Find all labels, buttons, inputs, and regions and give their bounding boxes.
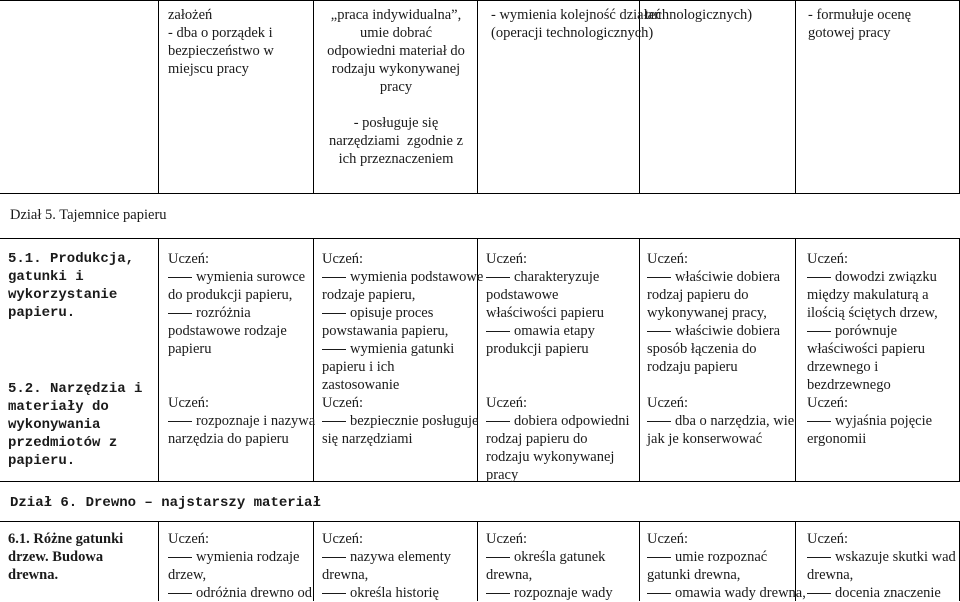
row-divider-top xyxy=(0,193,960,194)
dash-mark xyxy=(168,313,192,314)
dash-mark xyxy=(322,593,346,594)
col-line-3c xyxy=(477,521,478,601)
topic-cell-6 xyxy=(8,530,156,584)
text-line: bezpiecznie posługuje xyxy=(322,412,474,430)
text-line: ergonomii xyxy=(807,431,867,447)
dash-mark xyxy=(168,557,192,558)
text-line: Uczeń: xyxy=(322,251,364,267)
text-line: dobiera odpowiedni xyxy=(486,412,636,430)
dash-mark xyxy=(647,277,671,278)
dash-mark xyxy=(168,593,192,594)
c5-cell-6 xyxy=(647,530,806,602)
topic-cell-5 xyxy=(8,250,153,470)
col-line-4c xyxy=(639,521,640,601)
dash-mark xyxy=(807,277,831,278)
col-line-2 xyxy=(313,0,314,193)
text-line: papieru i ich xyxy=(322,359,395,375)
text-line: się narzędziami xyxy=(322,431,413,447)
text-line: umie rozpoznać xyxy=(647,548,793,566)
text-line: drewna, xyxy=(322,567,369,583)
col-line-5 xyxy=(795,0,796,193)
dash-mark xyxy=(486,421,510,422)
dash-mark xyxy=(168,277,192,278)
text-line: wymienia rodzaje xyxy=(168,548,310,566)
text-line: drzewnego i xyxy=(807,359,879,375)
text-line: (operacji technologicznych) xyxy=(491,25,654,41)
text-line: między makulaturą a xyxy=(807,287,929,303)
text-line: gotowej pracy xyxy=(808,25,891,41)
col-line-4b xyxy=(639,238,640,481)
text-line: wskazuje skutki wad xyxy=(807,548,957,566)
text-line: rodzaju wykonywanej xyxy=(331,61,461,77)
dash-mark xyxy=(647,557,671,558)
text-line: - wymienia kolejność działań xyxy=(491,7,662,23)
text-line: produkcji papieru xyxy=(486,341,589,357)
text-line: gatunki drewna, xyxy=(647,567,741,583)
text-line: do produkcji papieru, xyxy=(168,287,293,303)
dash-mark xyxy=(322,557,346,558)
text-line: dba o narzędzia, wie xyxy=(647,412,793,430)
dash-mark xyxy=(322,313,346,314)
topic-line: 5.2. Narzędzia i xyxy=(8,381,143,397)
text-line: wymienia surowce xyxy=(168,268,310,286)
col-line-1 xyxy=(158,0,159,193)
text-line: ich przeznaczeniem xyxy=(338,151,454,167)
text-line: drzew, xyxy=(168,567,207,583)
text-line: docenia znaczenie xyxy=(807,584,957,602)
dash-mark xyxy=(807,557,831,558)
topic-line: przedmiotów z xyxy=(8,435,118,451)
topic-line: gatunki i xyxy=(8,269,84,285)
dash-mark xyxy=(322,277,346,278)
col-line-3 xyxy=(477,0,478,193)
dash-mark xyxy=(647,593,671,594)
text-line: Uczeń: xyxy=(168,531,210,547)
row-divider-dzial5 xyxy=(0,238,960,239)
text-line: technologicznych) xyxy=(645,7,753,23)
text-line: wymienia podstawowe xyxy=(322,268,474,286)
dash-mark xyxy=(807,421,831,422)
text-line: rozpoznaje wady xyxy=(486,584,636,602)
text-line: - dba o porządek i xyxy=(168,25,273,41)
c5-cell-5 xyxy=(647,250,793,448)
text-line: papieru xyxy=(168,341,212,357)
dash-mark xyxy=(486,557,510,558)
text-line: sposób łączenia do xyxy=(647,341,757,357)
topic-line: drzew. Budowa xyxy=(8,549,104,565)
topic-line: papieru. xyxy=(8,453,76,469)
row-divider-dzial6-top xyxy=(0,481,960,482)
text-line: właściwie dobiera xyxy=(647,322,793,340)
topic-line: 6.1. Różne gatunki xyxy=(8,531,124,547)
text-line: założeń xyxy=(168,7,213,23)
c6-cell-5 xyxy=(807,250,957,448)
text-line: porównuje xyxy=(807,322,957,340)
top-col2-cell xyxy=(320,6,472,168)
text-line: Uczeń: xyxy=(807,531,849,547)
dash-mark xyxy=(807,593,831,594)
c4-cell-5 xyxy=(486,250,636,484)
text-line: pracy xyxy=(486,467,519,483)
text-line: drewna, xyxy=(486,567,533,583)
dash-mark xyxy=(807,331,831,332)
col-line-1b xyxy=(158,238,159,481)
dash-mark xyxy=(486,277,510,278)
c6-cell-6 xyxy=(807,530,957,602)
text-line: Uczeń: xyxy=(647,531,689,547)
text-line: omawia etapy xyxy=(486,322,636,340)
text-line: opisuje proces xyxy=(322,304,474,322)
text-line: umie dobrać xyxy=(359,25,433,41)
text-line: rozpoznaje i nazywa xyxy=(168,412,310,430)
text-line: odpowiedni materiał do xyxy=(327,43,465,59)
text-line: wymienia gatunki xyxy=(322,340,474,358)
c2-cell-6 xyxy=(168,530,310,602)
topic-line: wykonywania xyxy=(8,417,101,433)
topic-line: wykorzystanie xyxy=(8,287,118,303)
text-line: Uczeń: xyxy=(486,531,528,547)
c3-cell-5 xyxy=(322,250,484,448)
text-line: Uczeń: xyxy=(168,251,210,267)
text-line: wykonywanej pracy, xyxy=(647,305,767,321)
text-line: podstawowe rodzaje xyxy=(168,323,287,339)
text-line: podstawowe xyxy=(486,287,559,303)
col-line-2c xyxy=(313,521,314,601)
text-line: narzędzia do papieru xyxy=(168,431,289,447)
c4-cell-6 xyxy=(486,530,636,602)
dash-mark xyxy=(322,421,346,422)
dash-mark xyxy=(168,421,192,422)
text-line: Uczeń: xyxy=(486,251,528,267)
text-line: Uczeń: xyxy=(322,531,364,547)
text-line: bezpieczeństwo w xyxy=(168,43,274,59)
text-line: rozróżnia xyxy=(168,304,310,322)
col-line-5b xyxy=(795,238,796,481)
text-line: - formułuje ocenę xyxy=(808,7,912,23)
text-line: Uczeń: xyxy=(168,395,210,411)
col-line-2b xyxy=(313,238,314,481)
dash-mark xyxy=(486,593,510,594)
col-line-1c xyxy=(158,521,159,601)
text-line: rodzaj papieru do xyxy=(647,287,749,303)
text-line: właściwości papieru xyxy=(807,341,925,357)
top-col4-cell xyxy=(808,6,956,42)
text-line: określa gatunek xyxy=(486,548,636,566)
text-line: rodzaj papieru do xyxy=(486,431,588,447)
topic-line: papieru. xyxy=(8,305,76,321)
text-line: miejscu pracy xyxy=(168,61,249,77)
table-top-border xyxy=(0,0,960,1)
text-line: odróżnia drewno od xyxy=(168,584,310,602)
row-divider-dzial6-bottom xyxy=(0,521,960,522)
text-line: pracy xyxy=(379,79,413,95)
c3-cell-6 xyxy=(322,530,474,602)
dash-mark xyxy=(486,331,510,332)
top-col3-cell xyxy=(491,6,662,42)
text-line: Uczeń: xyxy=(322,395,364,411)
text-line: - posługuje się xyxy=(353,115,439,131)
text-line: określa historię xyxy=(322,584,474,602)
dash-mark xyxy=(647,331,671,332)
text-line: właściwości papieru xyxy=(486,305,604,321)
text-line: jak je konserwować xyxy=(647,431,763,447)
top-col3-overlap xyxy=(645,6,752,24)
text-line: drewna, xyxy=(807,567,854,583)
text-line: zastosowanie xyxy=(322,377,400,393)
text-line: narzędziami zgodnie z xyxy=(328,133,464,149)
text-line: dowodzi związku xyxy=(807,268,957,286)
text-line: rodzaju wykonywanej xyxy=(486,449,615,465)
text-line: powstawania papieru, xyxy=(322,323,449,339)
text-line: charakteryzuje xyxy=(486,268,636,286)
spacer xyxy=(320,96,472,114)
text-line: Uczeń: xyxy=(647,251,689,267)
text-line: nazywa elementy xyxy=(322,548,474,566)
text-line: ilością ściętych drzew, xyxy=(807,305,938,321)
dash-mark xyxy=(647,421,671,422)
text-line: „praca indywidualna”, xyxy=(330,7,462,23)
section-heading-dzial5: Dział 5. Tajemnice papieru xyxy=(10,207,167,223)
text-line: rodzaje papieru, xyxy=(322,287,416,303)
section-heading-dzial6: Dział 6. Drewno – najstarszy materiał xyxy=(10,495,321,511)
text-line: Uczeń: xyxy=(486,395,528,411)
text-line: Uczeń: xyxy=(647,395,689,411)
text-line: Uczeń: xyxy=(807,395,849,411)
topic-line: drewna. xyxy=(8,567,59,583)
dash-mark xyxy=(322,349,346,350)
topic-line: materiały do xyxy=(8,399,109,415)
text-line: właściwie dobiera xyxy=(647,268,793,286)
text-line: rodzaju papieru xyxy=(647,359,738,375)
text-line: Uczeń: xyxy=(807,251,849,267)
topic-line: 5.1. Produkcja, xyxy=(8,251,135,267)
top-col1-cell xyxy=(168,6,308,78)
text-line: bezdrzewnego xyxy=(807,377,891,393)
text-line: omawia wady drewna, xyxy=(647,584,793,602)
text-line: wyjaśnia pojęcie xyxy=(807,412,957,430)
c2-cell-5 xyxy=(168,250,316,448)
